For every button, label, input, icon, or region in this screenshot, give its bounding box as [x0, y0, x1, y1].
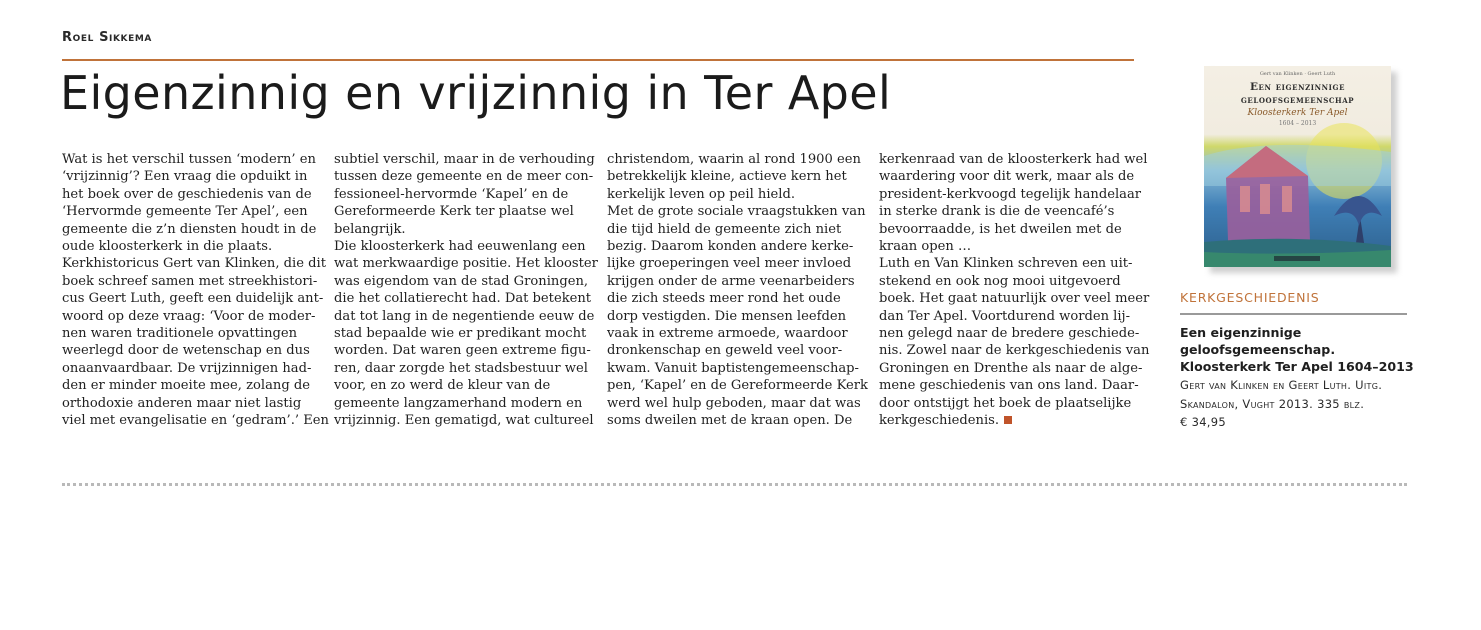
text-line: oude kloosterkerk in die plaats. — [62, 239, 273, 255]
text-line: boek. Het gaat natuurlijk over veel meer — [879, 291, 1150, 307]
text-line: Met de grote sociale vraagstukken van — [607, 204, 866, 220]
cover-title-line-1: Een eigenzinnige — [1249, 81, 1346, 93]
section-divider-dotted — [62, 483, 1407, 486]
text-line: tussen deze gemeente en de meer con- — [334, 169, 594, 185]
text-line: die het collatierecht had. Dat betekent — [334, 291, 592, 307]
text-line: lijke groeperingen veel meer invloed — [607, 256, 852, 272]
text-line: nen waren traditionele opvattingen — [62, 326, 298, 342]
text-line: werd wel hulp geboden, maar dat was — [607, 395, 861, 411]
text-column-4 — [879, 151, 1150, 430]
book-cover-image — [1204, 66, 1391, 267]
text-line: nen gelegd naar de bredere geschiede- — [879, 326, 1140, 342]
book-publication-info — [1180, 376, 1407, 432]
book-price: € 34,95 — [1180, 415, 1226, 429]
text-line: gemeente langzamerhand modern en — [334, 395, 583, 411]
text-line — [879, 412, 1141, 429]
text-line: voor, en zo werd de kleur van de — [334, 378, 551, 394]
text-line: weerlegd door de wetenschap en dus — [62, 343, 310, 359]
article-headline: Eigenzinnig en vrijzinnig in Ter Apel — [60, 66, 892, 120]
text-line: dorp vestigden. Die mensen leefden — [607, 308, 847, 324]
cover-subtitle: Kloosterkerk Ter Apel — [1247, 108, 1348, 118]
book-title-line: Een eigenzinnige — [1180, 325, 1302, 340]
text-line: pen, ‘Kapel’ en de Gereformeerde Kerk — [607, 378, 868, 394]
text-line: dronkenschap en geweld veel voor- — [607, 343, 843, 359]
text-column-2 — [334, 151, 596, 430]
text-line: in sterke drank is die de veencafé’s — [879, 204, 1115, 220]
text-line: ‘vrijzinnig’? Een vraag die opduikt in — [62, 169, 308, 185]
text-line: christendom, waarin al rond 1900 een — [607, 152, 861, 167]
text-line: Die kloosterkerk had eeuwenlang een — [334, 239, 586, 255]
text-line: ren, daar zorgde het stadsbestuur wel — [334, 360, 588, 376]
text-line: wat merkwaardige positie. Het klooster — [334, 256, 598, 272]
text-line: cus Geert Luth, geeft een duidelijk ant- — [62, 291, 324, 307]
cover-title-line-2: geloofsgemeenschap — [1240, 94, 1355, 106]
text-line: bevoorraadde, is het dweilen met de — [879, 221, 1122, 237]
text-line: woord op deze vraag: ‘Voor de moder- — [62, 308, 316, 324]
text-line: betrekkelijk kleine, actieve kern het — [607, 169, 847, 185]
text-line: fessioneel-hervormde ‘Kapel’ en de — [334, 186, 569, 202]
book-meta-line: Skandalon, Vught 2013. 335 blz. — [1180, 396, 1365, 411]
cover-years: 1604 – 2013 — [1278, 120, 1317, 127]
text-line: subtiel verschil, maar in de verhouding — [334, 152, 595, 167]
text-line: dan Ter Apel. Voortdurend worden lij- — [879, 308, 1131, 324]
text-line: Kerkhistoricus Gert van Klinken, die dit — [62, 256, 326, 272]
category-rule — [1180, 313, 1407, 315]
text-line: kraan open … — [879, 239, 972, 255]
text-line: soms dweilen met de kraan open. De — [607, 413, 853, 429]
text-column-1 — [62, 151, 329, 430]
text-line: stad bepaalde wie er predikant mocht — [334, 326, 587, 342]
text-line: door ontstijgt het boek de plaatselijke — [879, 395, 1132, 411]
text-line: waardering voor dit werk, maar als de — [879, 169, 1135, 185]
text-line: Luth en Van Klinken schreven een uit- — [879, 256, 1133, 272]
text-line: krijgen onder de arme veenarbeiders — [607, 273, 855, 289]
author-byline: Roel Sikkema — [62, 30, 152, 45]
text-line: orthodoxie anderen maar niet lastig — [62, 395, 302, 411]
category-label: KERKGESCHIEDENIS — [1180, 290, 1320, 305]
text-line: die zich steeds meer rond het oude — [607, 291, 841, 307]
end-of-article-mark — [1004, 416, 1012, 424]
text-line: kwam. Vanuit baptistengemeenschap- — [607, 360, 859, 376]
text-column-3 — [607, 151, 869, 430]
cover-authors: Gert van Klinken · Geert Luth — [1259, 71, 1336, 77]
book-meta-line: Gert van Klinken en Geert Luth. Uitg. — [1180, 378, 1383, 392]
text-line: vrijzinnig. Een gematigd, wat cultureel — [334, 413, 594, 429]
text-line: het boek over de geschiedenis van de — [62, 186, 312, 202]
text-line-content: kerkgeschiedenis. — [879, 413, 1000, 429]
text-line: worden. Dat waren geen extreme figu- — [334, 343, 591, 359]
book-title-line: Kloosterkerk Ter Apel 1604–2013 — [1180, 359, 1414, 374]
text-line: Wat is het verschil tussen ‘modern’ en — [62, 152, 316, 167]
text-line: kerkelijk leven op peil hield. — [607, 186, 796, 202]
text-line: viel met evangelisatie en ‘gedram’.’ Een — [62, 413, 329, 429]
header-rule — [62, 59, 1134, 61]
text-line: boek schreef samen met streekhistori- — [62, 273, 318, 289]
text-line: Gereformeerde Kerk ter plaatse wel — [334, 204, 574, 220]
text-line: onaanvaardbaar. De vrijzinnigen had- — [62, 360, 312, 376]
text-line: dat tot lang in de negentiende eeuw de — [334, 308, 595, 324]
text-line: gemeente die z’n diensten houdt in de — [62, 221, 317, 237]
text-line: bezig. Daarom konden andere kerke- — [607, 239, 854, 255]
text-line: Groningen en Drenthe als naar de alge- — [879, 360, 1143, 376]
text-line: belangrijk. — [334, 221, 406, 237]
text-line: was eigendom van de stad Groningen, — [334, 273, 589, 289]
text-line: stekend en ook nog mooi uitgevoerd — [879, 273, 1121, 289]
text-line: den er minder moeite mee, zolang de — [62, 378, 311, 394]
book-title-line: geloofsgemeenschap. — [1180, 342, 1336, 357]
text-line: kerkenraad van de kloosterkerk had wel — [879, 152, 1148, 167]
text-line: nis. Zowel naar de kerkgeschiedenis van — [879, 343, 1150, 359]
text-line: president-kerkvoogd tegelijk handelaar — [879, 186, 1142, 202]
text-line: mene geschiedenis van ons land. Daar- — [879, 378, 1139, 394]
text-line: vaak in extreme armoede, waardoor — [607, 326, 848, 342]
text-line: ‘Hervormde gemeente Ter Apel’, een — [62, 204, 308, 220]
text-line: die tijd hield de gemeente zich niet — [607, 221, 842, 237]
book-title — [1180, 324, 1414, 375]
